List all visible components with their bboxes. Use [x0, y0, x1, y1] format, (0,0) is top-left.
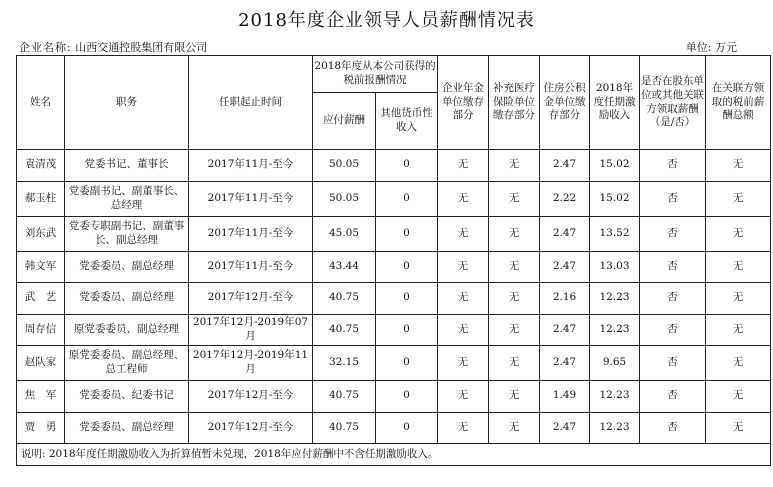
- cell-annuity: 无: [438, 251, 489, 283]
- cell-position: 原党委委员、副总经理、总工程师: [65, 346, 189, 381]
- page-title: 2018年度企业领导人员薪酬情况表: [238, 10, 535, 31]
- cell-housing: 2.22: [540, 181, 590, 216]
- cell-other-income: 0: [376, 314, 438, 346]
- cell-shareholder: 否: [640, 216, 706, 251]
- table-row: [17, 381, 771, 413]
- table-row: [17, 181, 771, 216]
- cell-term: 2017年11月-至今: [189, 216, 313, 251]
- cell-term: 2017年11月-至今: [189, 150, 313, 182]
- cell-term: 2017年12月-2019年11月: [189, 346, 313, 381]
- cell-medical: 无: [489, 251, 540, 283]
- cell-incentive: 13.03: [590, 251, 640, 283]
- cell-medical: 无: [489, 381, 540, 413]
- cell-other-income: 0: [376, 412, 438, 444]
- cell-annuity: 无: [438, 216, 489, 251]
- header-other-income: 其他货币性收入: [376, 93, 438, 150]
- cell-related: 无: [706, 283, 771, 315]
- cell-housing: 1.49: [540, 381, 590, 413]
- cell-housing: 2.47: [540, 216, 590, 251]
- company-label: 企业名称:: [19, 41, 72, 54]
- cell-incentive: 12.23: [590, 314, 640, 346]
- cell-annuity: 无: [438, 314, 489, 346]
- cell-position: 党委专职副书记、副董事长、副总经理: [65, 216, 189, 251]
- header-related: 在关联方领取的税前薪酬总额: [706, 56, 771, 150]
- cell-shareholder: 否: [640, 346, 706, 381]
- cell-related: 无: [706, 150, 771, 182]
- cell-medical: 无: [489, 283, 540, 315]
- salary-table: [16, 55, 771, 466]
- cell-salary: 40.75: [313, 283, 376, 315]
- cell-other-income: 0: [376, 251, 438, 283]
- table-row: [17, 216, 771, 251]
- cell-name: 焦 军: [17, 381, 65, 413]
- cell-name: 赵队家: [17, 346, 65, 381]
- table-row: [17, 346, 771, 381]
- company-line: [19, 39, 207, 55]
- cell-medical: 无: [489, 181, 540, 216]
- cell-position: 党委委员、副总经理: [65, 283, 189, 315]
- cell-other-income: 0: [376, 283, 438, 315]
- header-term: 任职起止时间: [189, 56, 313, 150]
- cell-housing: 2.16: [540, 283, 590, 315]
- header-annuity: 企业年金单位缴存部分: [438, 56, 489, 150]
- cell-annuity: 无: [438, 150, 489, 182]
- table-row: [17, 251, 771, 283]
- cell-salary: 40.75: [313, 314, 376, 346]
- cell-annuity: 无: [438, 346, 489, 381]
- cell-name: 郝玉柱: [17, 181, 65, 216]
- table-row: [17, 314, 771, 346]
- cell-annuity: 无: [438, 381, 489, 413]
- cell-housing: 2.47: [540, 412, 590, 444]
- cell-salary: 40.75: [313, 381, 376, 413]
- cell-related: 无: [706, 181, 771, 216]
- cell-related: 无: [706, 314, 771, 346]
- company-name: 山西交通控股集团有限公司: [75, 41, 208, 54]
- cell-salary: 45.05: [313, 216, 376, 251]
- table-note: 说明: 2018年度任期激励收入为折算值暂未兑现，2018年应付薪酬中不含任期激励收入。: [17, 444, 771, 466]
- header-position: 职务: [65, 56, 189, 150]
- cell-name: 贾 勇: [17, 412, 65, 444]
- cell-other-income: 0: [376, 181, 438, 216]
- cell-related: 无: [706, 412, 771, 444]
- cell-other-income: 0: [376, 150, 438, 182]
- cell-salary: 40.75: [313, 412, 376, 444]
- cell-name: 武 艺: [17, 283, 65, 315]
- cell-housing: 2.47: [540, 346, 590, 381]
- cell-related: 无: [706, 381, 771, 413]
- cell-position: 党委委员、副总经理: [65, 251, 189, 283]
- cell-medical: 无: [489, 150, 540, 182]
- cell-term: 2017年12月-至今: [189, 412, 313, 444]
- cell-housing: 2.47: [540, 314, 590, 346]
- cell-incentive: 15.02: [590, 150, 640, 182]
- header-housing: 住房公积金单位缴存部分: [540, 56, 590, 150]
- cell-medical: 无: [489, 412, 540, 444]
- table-row: [17, 283, 771, 315]
- cell-incentive: 12.23: [590, 283, 640, 315]
- cell-other-income: 0: [376, 216, 438, 251]
- cell-term: 2017年12月-2019年07月: [189, 314, 313, 346]
- cell-name: 刘东武: [17, 216, 65, 251]
- cell-medical: 无: [489, 314, 540, 346]
- cell-annuity: 无: [438, 412, 489, 444]
- cell-position: 原党委委员、副总经理: [65, 314, 189, 346]
- cell-name: 韩文军: [17, 251, 65, 283]
- cell-salary: 50.05: [313, 181, 376, 216]
- cell-housing: 2.47: [540, 251, 590, 283]
- cell-related: 无: [706, 346, 771, 381]
- cell-shareholder: 否: [640, 283, 706, 315]
- cell-position: 党委委员、纪委书记: [65, 381, 189, 413]
- cell-incentive: 13.52: [590, 216, 640, 251]
- cell-term: 2017年12月-至今: [189, 283, 313, 315]
- cell-name: 周存信: [17, 314, 65, 346]
- cell-other-income: 0: [376, 381, 438, 413]
- cell-medical: 无: [489, 216, 540, 251]
- cell-incentive: 9.65: [590, 346, 640, 381]
- cell-related: 无: [706, 251, 771, 283]
- header-pretax-group: 2018年度从本公司获得的税前报酬情况: [313, 56, 438, 93]
- cell-shareholder: 否: [640, 181, 706, 216]
- header-name: 姓名: [17, 56, 65, 150]
- cell-annuity: 无: [438, 283, 489, 315]
- cell-salary: 32.15: [313, 346, 376, 381]
- cell-term: 2017年11月-至今: [189, 251, 313, 283]
- header-salary: 应付薪酬: [313, 93, 376, 150]
- cell-salary: 43.44: [313, 251, 376, 283]
- cell-annuity: 无: [438, 181, 489, 216]
- header-shareholder: 是否在股东单位或其他关联方领取薪酬（是/否）: [640, 56, 706, 150]
- header-incentive: 2018年度任期激励收入: [590, 56, 640, 150]
- header-medical: 补充医疗保险单位缴存部分: [489, 56, 540, 150]
- cell-incentive: 12.23: [590, 412, 640, 444]
- salary-table-container: [16, 55, 770, 466]
- cell-shareholder: 否: [640, 314, 706, 346]
- cell-term: 2017年11月-至今: [189, 181, 313, 216]
- cell-medical: 无: [489, 346, 540, 381]
- table-row: [17, 150, 771, 182]
- cell-position: 党委副书记、副董事长、总经理: [65, 181, 189, 216]
- cell-shareholder: 否: [640, 150, 706, 182]
- cell-other-income: 0: [376, 346, 438, 381]
- cell-name: 袁清茂: [17, 150, 65, 182]
- cell-housing: 2.47: [540, 150, 590, 182]
- cell-shareholder: 否: [640, 381, 706, 413]
- cell-incentive: 15.02: [590, 181, 640, 216]
- cell-position: 党委委员、副总经理: [65, 412, 189, 444]
- cell-salary: 50.05: [313, 150, 376, 182]
- cell-related: 无: [706, 216, 771, 251]
- cell-shareholder: 否: [640, 251, 706, 283]
- cell-position: 党委书记、董事长: [65, 150, 189, 182]
- cell-shareholder: 否: [640, 412, 706, 444]
- unit-label: 单位: 万元: [685, 41, 737, 54]
- cell-term: 2017年12月-至今: [189, 381, 313, 413]
- cell-incentive: 12.23: [590, 381, 640, 413]
- table-row: [17, 412, 771, 444]
